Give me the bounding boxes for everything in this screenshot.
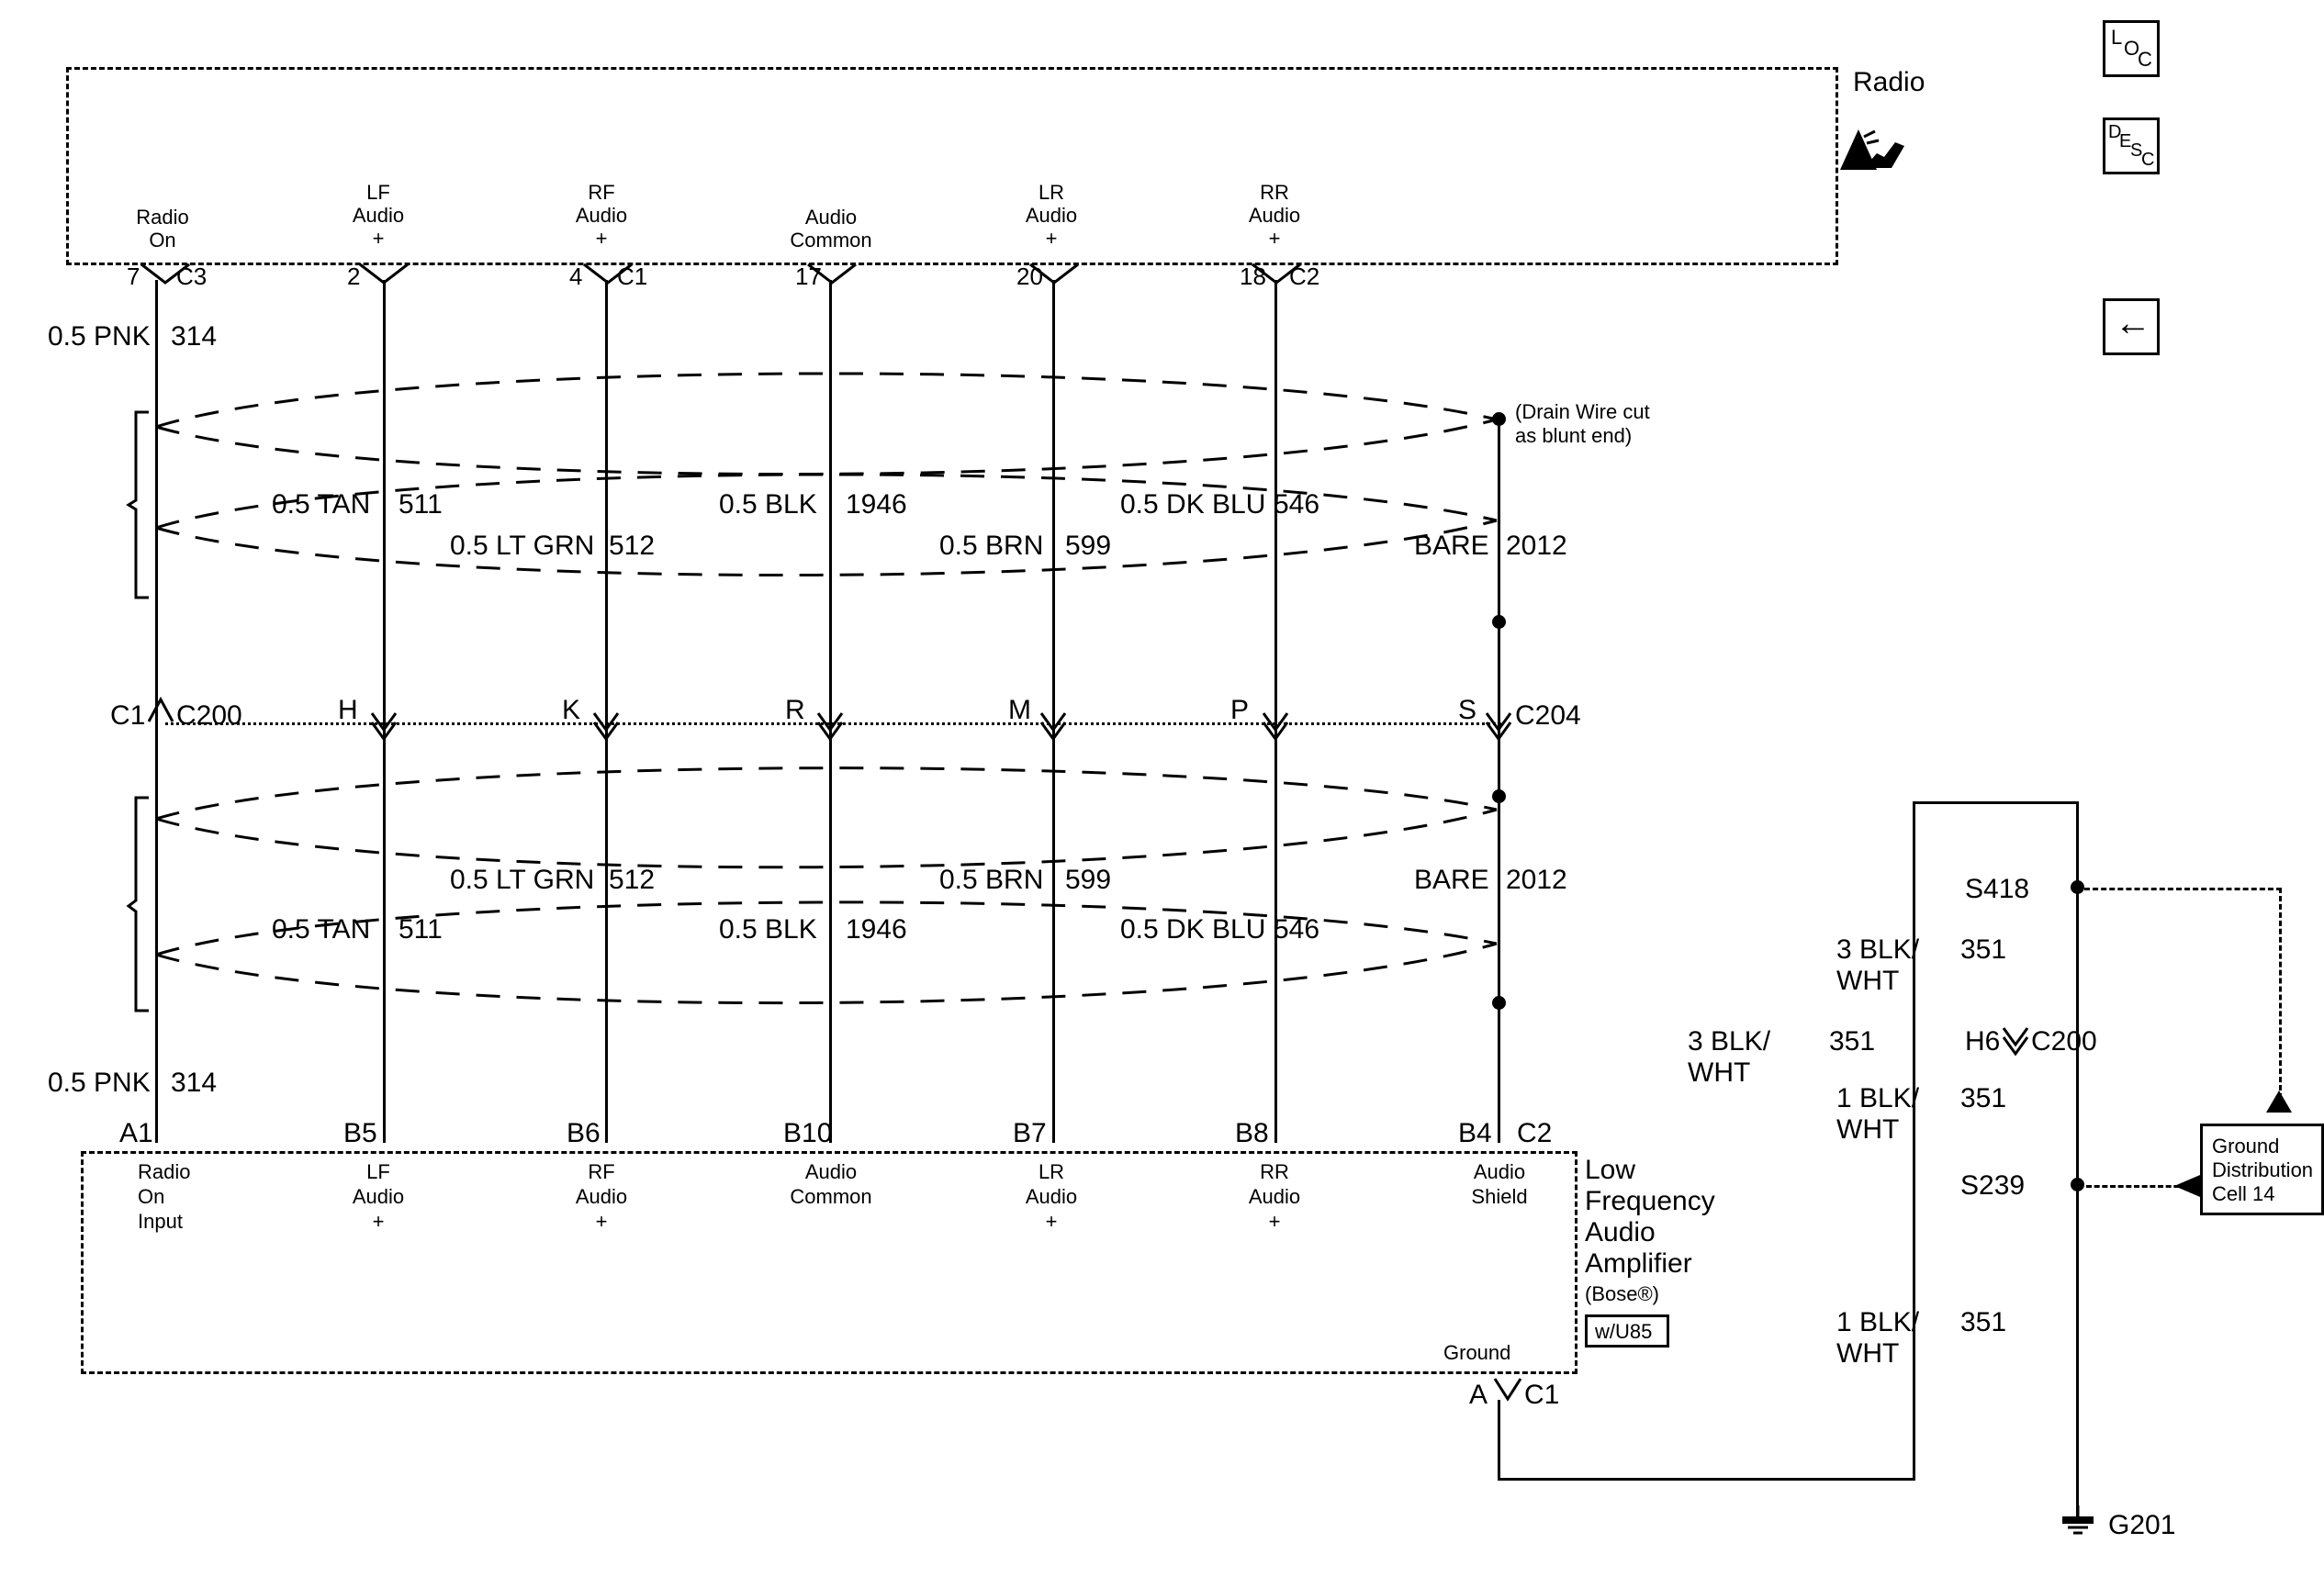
connector-c204-pin-4: P bbox=[1230, 695, 1250, 725]
radio-pin-fn-5-l3: + bbox=[1268, 227, 1281, 250]
amp-pin-fn-2-l2: Audio bbox=[575, 1185, 628, 1208]
connector-c204-chevron-3 bbox=[1039, 711, 1067, 739]
wire-label-lower-0-gauge: 0.5 LT GRN bbox=[450, 865, 595, 895]
wire-label-pnk-top-circuit: 314 bbox=[171, 321, 218, 352]
amp-label-line1: Low bbox=[1585, 1155, 1636, 1185]
connector-c204-pin-2: R bbox=[785, 695, 805, 725]
connector-c204-chevron-5 bbox=[1485, 711, 1512, 739]
connector-c204-name: C204 bbox=[1515, 700, 1581, 731]
connector-c200-name: C200 bbox=[176, 700, 242, 731]
wire-label-upper-3-circuit: 599 bbox=[1065, 531, 1112, 561]
amp-pin-fn-2-l1: RF bbox=[588, 1160, 615, 1183]
s418-dashed-link bbox=[2084, 888, 2282, 890]
radio-component-box bbox=[66, 67, 1838, 265]
amp-pin-num-1: B5 bbox=[343, 1118, 377, 1148]
amp-pin-fn-0-l1: Radio bbox=[138, 1160, 191, 1183]
radio-pin-conn-5: C2 bbox=[1289, 263, 1320, 290]
amp-option-badge bbox=[1585, 1314, 1669, 1348]
loc-letter-l: L bbox=[2111, 26, 2123, 49]
wire-label-pnk-bottom-gauge: 0.5 PNK bbox=[48, 1068, 151, 1098]
ground-dist-line1: Ground bbox=[2212, 1135, 2280, 1158]
radio-pin-fn-0-l1: Radio bbox=[136, 206, 189, 229]
desc-letter-s: S bbox=[2130, 140, 2143, 161]
radio-pin-num-3: 17 bbox=[795, 263, 822, 290]
radio-connector-chevron-2 bbox=[580, 263, 635, 286]
wire-label-upper-0-gauge: 0.5 TAN bbox=[272, 489, 371, 520]
connector-c204-chevron-2 bbox=[816, 711, 844, 739]
amp-pin-fn-3-l1: Audio bbox=[804, 1160, 858, 1183]
wire-1blkwht-mid-circuit: 351 bbox=[1960, 1083, 2007, 1113]
amp-label-line2: Frequency bbox=[1585, 1186, 1715, 1216]
radio-pin-fn-0-l2: On bbox=[149, 229, 176, 252]
drain-note-line2: as blunt end) bbox=[1515, 424, 1633, 447]
amp-pin-fn-1-l3: + bbox=[372, 1210, 385, 1233]
radio-pin-fn-3-l1: Audio bbox=[804, 206, 858, 229]
loc-button[interactable] bbox=[2103, 20, 2160, 77]
shield-junction-dot-2 bbox=[1492, 615, 1506, 629]
back-arrow-icon: ← bbox=[2115, 303, 2151, 343]
wire-label-upper-1-circuit: 512 bbox=[609, 531, 656, 561]
radio-pin-fn-4-l2: Audio bbox=[1025, 204, 1078, 227]
wire-1blkwht-mid-gauge-l2: WHT bbox=[1836, 1114, 1900, 1145]
connector-h6-chevron bbox=[2002, 1026, 2029, 1054]
amp-pin-fn-4-l1: LR bbox=[1038, 1160, 1065, 1183]
connector-c204-chevron-4 bbox=[1262, 711, 1289, 739]
wire-3blkwht-left-gauge-l2: WHT bbox=[1688, 1057, 1751, 1088]
wire-label-lower-1-gauge: 0.5 TAN bbox=[272, 914, 371, 945]
ground-bus-vertical-left bbox=[1913, 801, 1915, 1481]
connector-c204-chevron-0 bbox=[370, 711, 398, 739]
radio-pin-fn-1-l2: Audio bbox=[352, 204, 405, 227]
esd-sensitive-icon bbox=[1836, 115, 1915, 175]
radio-pin-fn-4-l3: + bbox=[1045, 227, 1058, 250]
s239-arrow-icon bbox=[2172, 1173, 2200, 1199]
amp-ground-pin-letter: A bbox=[1469, 1380, 1488, 1410]
connector-c204-pin-3: M bbox=[1008, 695, 1031, 725]
desc-letter-c: C bbox=[2141, 150, 2155, 170]
wire-label-lower-4-circuit: 546 bbox=[1274, 914, 1320, 945]
ground-bus-vertical-right bbox=[2076, 801, 2079, 1155]
wire-3blkwht-left-gauge-l1: 3 BLK/ bbox=[1688, 1026, 1771, 1057]
connector-c204-pin-0: H bbox=[338, 695, 358, 725]
amp-pin-fn-2-l3: + bbox=[595, 1210, 608, 1233]
wire-label-upper-4-gauge: 0.5 DK BLU bbox=[1120, 489, 1266, 520]
radio-pin-fn-1-l3: + bbox=[372, 227, 385, 250]
wire-label-lower-2-circuit: 1946 bbox=[846, 914, 907, 945]
amp-pin-fn-6-l2: Shield bbox=[1471, 1185, 1528, 1208]
wire-label-lower-0-circuit: 512 bbox=[609, 865, 656, 895]
radio-pin-fn-3-l2: Common bbox=[790, 229, 872, 252]
amp-pin-fn-1-l2: Audio bbox=[352, 1185, 405, 1208]
amp-ground-wire-down bbox=[1498, 1400, 1500, 1481]
wire-label-upper-5-gauge: BARE bbox=[1414, 531, 1489, 561]
amp-pin-fn-0-l3: Input bbox=[138, 1210, 183, 1233]
connector-c204-pin-5: S bbox=[1458, 695, 1477, 725]
amp-pin-fn-1-l1: LF bbox=[366, 1160, 390, 1183]
wire-1blkwht-bottom-gauge-l1: 1 BLK/ bbox=[1836, 1307, 1920, 1337]
wire-3blkwht-right-gauge-l2: WHT bbox=[1836, 966, 1900, 996]
radio-pin-fn-2-l1: RF bbox=[588, 181, 615, 204]
wire-label-upper-3-gauge: 0.5 BRN bbox=[939, 531, 1044, 561]
wire-label-upper-4-circuit: 546 bbox=[1274, 489, 1320, 520]
radio-pin-fn-2-l2: Audio bbox=[575, 204, 628, 227]
wire-label-lower-3-gauge: 0.5 BRN bbox=[939, 865, 1044, 895]
amp-label-line3: Audio bbox=[1585, 1217, 1656, 1247]
amp-pin-num-4: B7 bbox=[1013, 1118, 1047, 1148]
amp-ground-wire-right bbox=[1498, 1478, 1915, 1481]
shield-junction-dot-3 bbox=[1492, 789, 1506, 803]
loc-letter-c: C bbox=[2138, 48, 2152, 71]
back-arrow-button[interactable] bbox=[2103, 298, 2160, 355]
wire-3blkwht-right-gauge-l1: 3 BLK/ bbox=[1836, 934, 1920, 965]
amp-ground-label: Ground bbox=[1443, 1341, 1511, 1364]
desc-button[interactable] bbox=[2103, 117, 2160, 174]
connector-c204-chevron-1 bbox=[592, 711, 620, 739]
wire-label-upper-1-gauge: 0.5 LT GRN bbox=[450, 531, 595, 561]
wire-label-upper-5-circuit: 2012 bbox=[1506, 531, 1567, 561]
amp-label-line4: Amplifier bbox=[1585, 1248, 1692, 1279]
wire-3blkwht-left-circuit: 351 bbox=[1829, 1026, 1876, 1057]
splice-s418-label: S418 bbox=[1965, 874, 2030, 904]
wire-label-lower-4-gauge: 0.5 DK BLU bbox=[1120, 914, 1266, 945]
amp-pin-num-2: B6 bbox=[567, 1118, 601, 1148]
connector-c200-left-pin: C1 bbox=[110, 700, 146, 731]
amp-pin-fn-4-l3: + bbox=[1045, 1210, 1058, 1233]
wire-label-lower-5-circuit: 2012 bbox=[1506, 865, 1567, 895]
s418-arrow-icon bbox=[2266, 1089, 2292, 1114]
shield-junction-dot-1 bbox=[1492, 412, 1506, 426]
wire-1blkwht-mid-gauge-l1: 1 BLK/ bbox=[1836, 1083, 1920, 1113]
loc-letter-o: O bbox=[2124, 37, 2140, 60]
radio-pin-fn-1-l1: LF bbox=[366, 181, 390, 204]
wire-label-pnk-bottom-circuit: 314 bbox=[171, 1068, 218, 1098]
wire-label-lower-1-circuit: 511 bbox=[399, 914, 443, 945]
radio-pin-conn-2: C1 bbox=[617, 263, 648, 290]
wire-label-upper-2-circuit: 1946 bbox=[846, 489, 907, 520]
radio-pin-conn-0: C3 bbox=[176, 263, 208, 290]
radio-pin-fn-5-l1: RR bbox=[1260, 181, 1289, 204]
shield-bracket-upper bbox=[127, 408, 154, 606]
wire-label-upper-0-circuit: 511 bbox=[399, 489, 443, 520]
s418-dashed-link-vertical bbox=[2279, 888, 2282, 1099]
shield-junction-dot-4 bbox=[1492, 996, 1506, 1010]
amp-pin-fn-5-l3: + bbox=[1268, 1210, 1281, 1233]
connector-c204-pin-1: K bbox=[562, 695, 581, 725]
amp-pin-num-6: B4 bbox=[1458, 1118, 1492, 1148]
radio-pin-num-2: 4 bbox=[569, 263, 583, 290]
radio-pin-fn-5-l2: Audio bbox=[1248, 204, 1301, 227]
ground-bus-top bbox=[1913, 801, 2078, 804]
wire-label-pnk-top-gauge: 0.5 PNK bbox=[48, 321, 151, 352]
amp-pin-fn-3-l2: Common bbox=[790, 1185, 872, 1208]
ground-bus-to-g201 bbox=[2076, 1155, 2079, 1517]
wire-3blkwht-right-circuit: 351 bbox=[1960, 934, 2007, 965]
radio-pin-fn-4-l1: LR bbox=[1038, 181, 1065, 204]
shield-wrap-upper bbox=[147, 363, 1524, 601]
radio-label: Radio bbox=[1853, 67, 1925, 97]
ground-symbol-label: G201 bbox=[2108, 1510, 2176, 1540]
ground-dist-line3: Cell 14 bbox=[2212, 1182, 2275, 1205]
amp-pin-fn-0-l2: On bbox=[138, 1185, 165, 1208]
amp-pin-num-0: A1 bbox=[119, 1118, 153, 1148]
splice-s239-label: S239 bbox=[1960, 1170, 2026, 1201]
amp-pin-fn-5-l1: RR bbox=[1260, 1160, 1289, 1183]
ground-symbol-icon bbox=[2055, 1505, 2101, 1538]
amp-pin-num-5: B8 bbox=[1235, 1118, 1269, 1148]
drain-note-line1: (Drain Wire cut bbox=[1515, 400, 1650, 423]
wire-label-lower-3-circuit: 599 bbox=[1065, 865, 1112, 895]
shield-bracket-lower bbox=[127, 794, 154, 1019]
wire-label-lower-5-gauge: BARE bbox=[1414, 865, 1489, 895]
radio-pin-num-5: 18 bbox=[1240, 263, 1266, 290]
desc-letter-e: E bbox=[2119, 131, 2132, 151]
wire-1blkwht-bottom-gauge-l2: WHT bbox=[1836, 1338, 1900, 1369]
amp-pin-fn-4-l2: Audio bbox=[1025, 1185, 1078, 1208]
radio-pin-num-0: 7 bbox=[127, 263, 140, 290]
radio-pin-fn-2-l3: + bbox=[595, 227, 608, 250]
amp-sublabel: (Bose®) bbox=[1585, 1282, 1660, 1305]
connector-h6-name: C200 bbox=[2031, 1026, 2097, 1057]
desc-letter-d: D bbox=[2108, 122, 2122, 142]
amp-ground-connector-chevron bbox=[1493, 1377, 1522, 1403]
splice-s418-dot bbox=[2071, 880, 2084, 894]
wire-label-upper-2-gauge: 0.5 BLK bbox=[719, 489, 817, 520]
ground-dist-line2: Distribution bbox=[2212, 1158, 2314, 1181]
wire-label-lower-2-gauge: 0.5 BLK bbox=[719, 914, 817, 945]
amp-pin-fn-6-l1: Audio bbox=[1473, 1160, 1526, 1183]
amp-pin-fn-5-l2: Audio bbox=[1248, 1185, 1301, 1208]
radio-connector-chevron-3 bbox=[804, 263, 859, 286]
amp-option-badge-text: w/U85 bbox=[1595, 1320, 1653, 1343]
radio-connector-chevron-0 bbox=[138, 263, 193, 286]
radio-pin-num-4: 20 bbox=[1016, 263, 1043, 290]
radio-pin-num-1: 2 bbox=[347, 263, 361, 290]
connector-h6-pin: H6 bbox=[1965, 1026, 2001, 1057]
amp-pin-num-3: B10 bbox=[783, 1118, 833, 1148]
amp-pin-conn-6: C2 bbox=[1517, 1118, 1553, 1148]
wire-1blkwht-bottom-circuit: 351 bbox=[1960, 1307, 2007, 1337]
ground-distribution-box[interactable] bbox=[2200, 1124, 2324, 1215]
shield-wrap-lower bbox=[147, 762, 1524, 1028]
amp-ground-pin-conn: C1 bbox=[1524, 1380, 1560, 1410]
